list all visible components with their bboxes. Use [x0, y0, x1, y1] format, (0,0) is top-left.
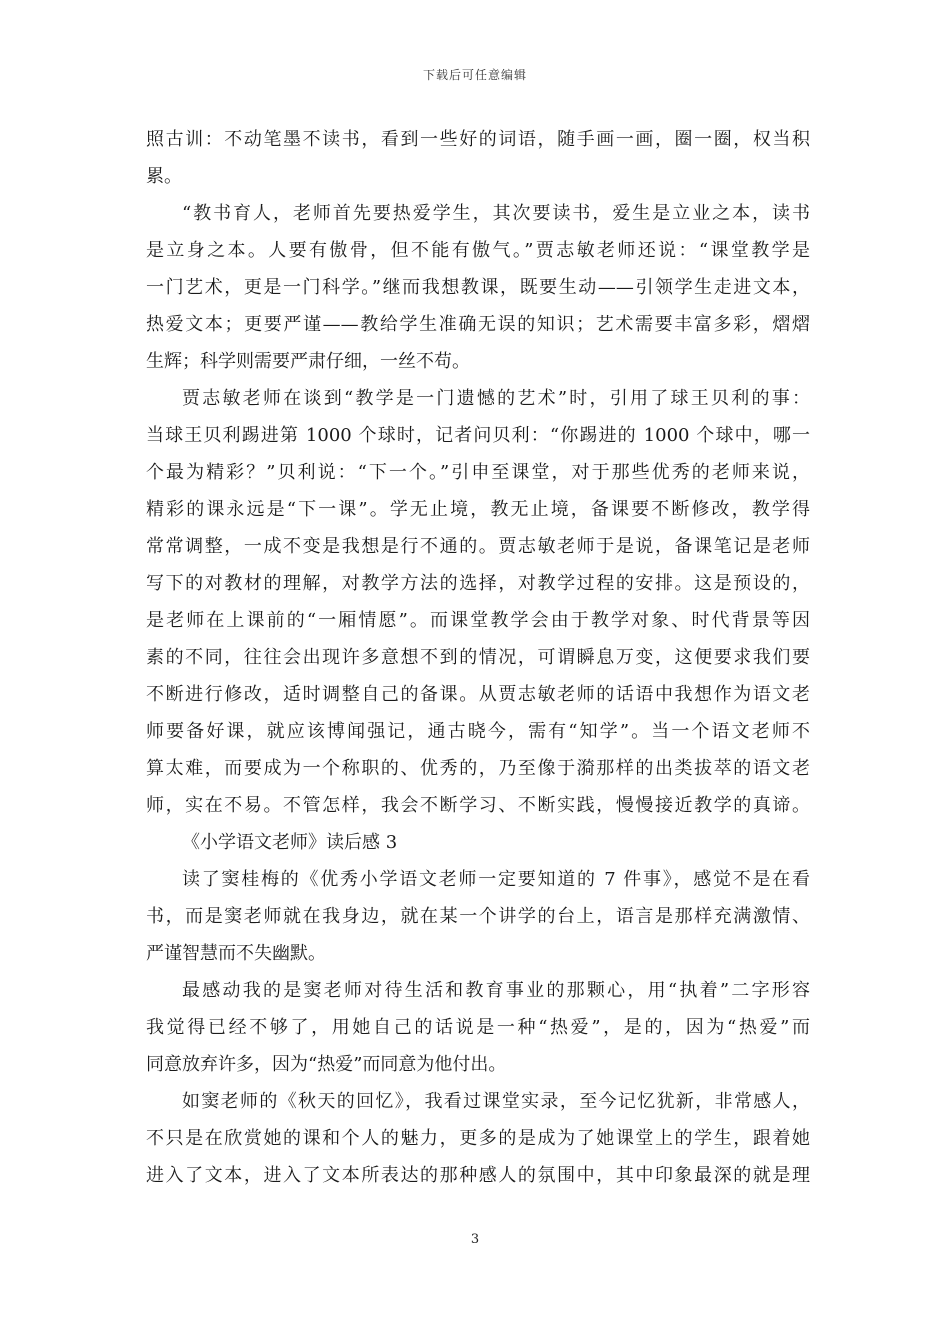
document-body	[146, 121, 810, 1194]
text-line: 生辉；科学则需要严肃仔细，一丝不苟。	[146, 351, 470, 372]
text-line: 师要备好课，就应该博闻强记，通古晓今，需有“知学”。当一个语文老师不	[146, 721, 810, 742]
text-line: 书，而是窦老师就在我身边，就在某一个讲学的台上，语言是那样充满激情、	[146, 906, 810, 927]
text-line: 当球王贝利踢进第 1000 个球时，记者问贝利：“你踢进的 1000 个球中，哪一	[146, 425, 810, 446]
text-line: 个最为精彩？”贝利说：“下一个。”引申至课堂，对于那些优秀的老师来说，	[146, 462, 810, 483]
text-line: 写下的对教材的理解，对教学方法的选择，对教学过程的安排。这是预设的，	[146, 573, 810, 594]
text-line: 精彩的课永远是“下一课”。学无止境，教无止境，备课要不断修改，教学得	[146, 499, 810, 520]
text-line: 素的不同，往往会出现许多意想不到的情况，可谓瞬息万变，这便要求我们要	[146, 647, 810, 668]
text-line: “教书育人，老师首先要热爱学生，其次要读书，爱生是立业之本，读书	[182, 203, 810, 224]
text-line: 贾志敏老师在谈到“教学是一门遗憾的艺术”时，引用了球王贝利的事：	[182, 388, 810, 409]
text-line: 是老师在上课前的“一厢情愿”。而课堂教学会由于教学对象、时代背景等因	[146, 610, 810, 631]
text-line: 是立身之本。人要有傲骨，但不能有傲气。”贾志敏老师还说：“课堂教学是	[146, 240, 810, 261]
page-header: 下载后可任意编辑	[422, 68, 527, 82]
text-line: 严谨智慧而不失幽默。	[146, 943, 326, 964]
text-line: 进入了文本，进入了文本所表达的那种感人的氛围中，其中印象最深的就是理	[146, 1165, 810, 1186]
text-line: 照古训：不动笔墨不读书，看到一些好的词语，随手画一画，圈一圈，权当积	[146, 129, 810, 150]
text-line: 热爱文本；更要严谨——教给学生准确无误的知识；艺术需要丰富多彩，熠熠	[146, 314, 810, 335]
text-line: 最感动我的是窦老师对待生活和教育事业的那颗心，用“执着”二字形容	[182, 980, 810, 1001]
text-line: 累。	[146, 166, 182, 187]
text-line: 同意放弃许多，因为“热爱”而同意为他付出。	[146, 1054, 507, 1075]
text-line: 如窦老师的《秋天的回忆》，我看过课堂实录，至今记忆犹新，非常感人，	[182, 1091, 810, 1112]
text-line: 不只是在欣赏她的课和个人的魅力，更多的是成为了她课堂上的学生，跟着她	[146, 1128, 810, 1149]
text-line: 师，实在不易。不管怎样，我会不断学习、不断实践，慢慢接近教学的真谛。	[146, 795, 810, 816]
page-number: 3	[470, 1232, 480, 1247]
text-line: 一门艺术，更是一门科学。”继而我想教课，既要生动——引领学生走进文本，	[146, 277, 810, 298]
text-line: 读了窦桂梅的《优秀小学语文老师一定要知道的 7 件事》，感觉不是在看	[182, 869, 810, 890]
text-line: 我觉得已经不够了，用她自己的话说是一种“热爱”，是的，因为“热爱”而	[146, 1017, 810, 1038]
text-line: 算太难，而要成为一个称职的、优秀的，乃至像于漪那样的出类拔萃的语文老	[146, 758, 810, 779]
text-line: 不断进行修改，适时调整自己的备课。从贾志敏老师的话语中我想作为语文老	[146, 684, 810, 705]
text-line: 常常调整，一成不变是我想是行不通的。贾志敏老师于是说，备课笔记是老师	[146, 536, 810, 557]
text-line: 《小学语文老师》读后感 3	[182, 832, 398, 853]
